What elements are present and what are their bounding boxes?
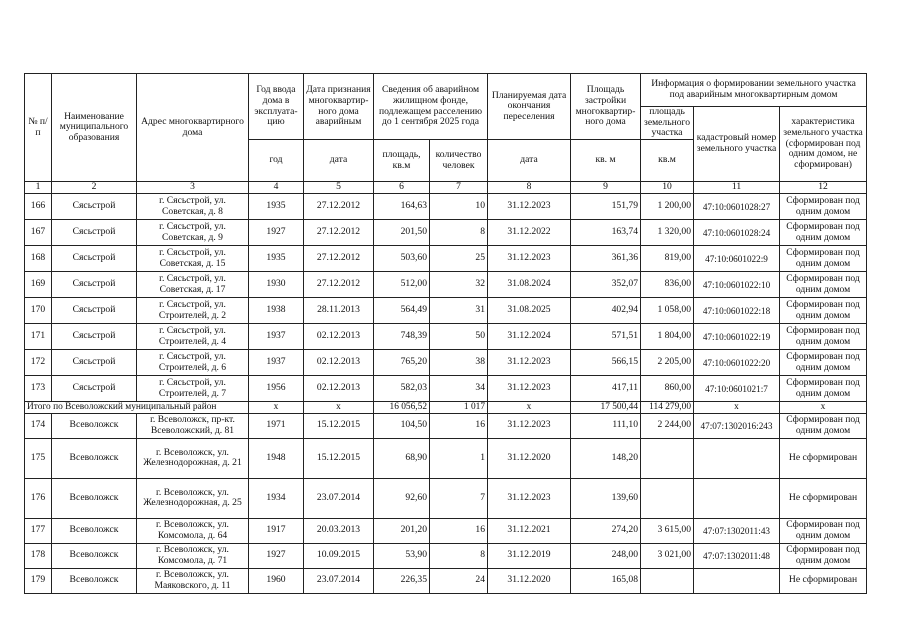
total-land-char: x <box>780 402 867 414</box>
header-address: Адрес многоквартирного дома <box>137 74 249 182</box>
emergency-date: 02.12.2013 <box>304 350 374 376</box>
residents-count: 31 <box>430 298 488 324</box>
building-footprint-area: 148,20 <box>571 438 641 478</box>
building-address: г. Сясьстрой, ул. Советская, д. 15 <box>137 246 249 272</box>
land-plot-area: 1 200,00 <box>641 194 694 220</box>
commission-year: 1937 <box>249 324 304 350</box>
planned-resettlement-date: 31.12.2020 <box>488 438 571 478</box>
land-plot-status: Сформирован под одним домом <box>780 350 867 376</box>
municipality-name: Всеволожск <box>52 543 137 568</box>
planned-resettlement-date: 31.08.2024 <box>488 272 571 298</box>
row-number: 177 <box>25 518 52 543</box>
commission-year: 1935 <box>249 246 304 272</box>
unit-date: дата <box>304 140 374 182</box>
municipality-name: Всеволожск <box>52 413 137 438</box>
building-address: г. Всеволожск, ул. Маяковского, д. 11 <box>137 568 249 593</box>
total-plan: x <box>488 402 571 414</box>
col-number: 4 <box>249 182 304 194</box>
emergency-date: 20.03.2013 <box>304 518 374 543</box>
header-building-area: Площадь застройки многоквартир-ного дома <box>571 74 641 140</box>
commission-year: 1934 <box>249 478 304 518</box>
row-number: 174 <box>25 413 52 438</box>
total-building-area: 17 500,44 <box>571 402 641 414</box>
table-row <box>25 438 867 478</box>
cadastral-number: 47:07:1302016:243 <box>694 413 780 438</box>
unit-year: год <box>249 140 304 182</box>
col-number: 8 <box>488 182 571 194</box>
land-plot-area: 3 021,00 <box>641 543 694 568</box>
municipality-name: Сясьстрой <box>52 324 137 350</box>
row-number: 172 <box>25 350 52 376</box>
cadastral-number: 47:10:0601022:10 <box>694 272 780 298</box>
row-number: 169 <box>25 272 52 298</box>
building-footprint-area: 151,79 <box>571 194 641 220</box>
cadastral-number: 47:10:0601021:7 <box>694 376 780 402</box>
planned-resettlement-date: 31.08.2025 <box>488 298 571 324</box>
commission-year: 1917 <box>249 518 304 543</box>
table-row <box>25 568 867 593</box>
municipality-name: Сясьстрой <box>52 350 137 376</box>
emergency-area: 201,50 <box>374 220 430 246</box>
housing-register-table <box>24 73 867 594</box>
total-date: x <box>304 402 374 414</box>
table-row <box>25 543 867 568</box>
building-footprint-area: 139,60 <box>571 478 641 518</box>
emergency-area: 53,90 <box>374 543 430 568</box>
municipality-name: Всеволожск <box>52 568 137 593</box>
emergency-area: 765,20 <box>374 350 430 376</box>
municipality-name: Сясьстрой <box>52 298 137 324</box>
total-row <box>25 402 867 414</box>
residents-count: 50 <box>430 324 488 350</box>
emergency-date: 02.12.2013 <box>304 324 374 350</box>
building-address: г. Сясьстрой, ул. Строителей, д. 4 <box>137 324 249 350</box>
row-number: 170 <box>25 298 52 324</box>
emergency-area: 503,60 <box>374 246 430 272</box>
municipality-name: Сясьстрой <box>52 220 137 246</box>
table-body-total <box>25 402 867 414</box>
total-area: 16 056,52 <box>374 402 430 414</box>
table-row <box>25 518 867 543</box>
header-municipality: Наименование муниципального образования <box>52 74 137 182</box>
commission-year: 1927 <box>249 220 304 246</box>
total-people: 1 017 <box>430 402 488 414</box>
emergency-date: 23.07.2014 <box>304 478 374 518</box>
col-number: 6 <box>374 182 430 194</box>
header-row-1 <box>25 74 867 107</box>
land-plot-area: 2 205,00 <box>641 350 694 376</box>
land-plot-status: Сформирован под одним домом <box>780 246 867 272</box>
unit-people: количество человек <box>430 140 488 182</box>
cadastral-number <box>694 478 780 518</box>
building-address: г. Сясьстрой, ул. Строителей, д. 2 <box>137 298 249 324</box>
col-number: 7 <box>430 182 488 194</box>
commission-year: 1935 <box>249 194 304 220</box>
row-number: 176 <box>25 478 52 518</box>
planned-resettlement-date: 31.12.2019 <box>488 543 571 568</box>
municipality-name: Сясьстрой <box>52 376 137 402</box>
col-number: 3 <box>137 182 249 194</box>
total-label: Итого по Всеволожский муниципальный район <box>25 402 249 414</box>
residents-count: 10 <box>430 194 488 220</box>
planned-resettlement-date: 31.12.2023 <box>488 246 571 272</box>
unit-land-sqm: кв.м <box>641 140 694 182</box>
table-row <box>25 478 867 518</box>
row-number: 175 <box>25 438 52 478</box>
table-row <box>25 246 867 272</box>
building-address: г. Сясьстрой, ул. Советская, д. 8 <box>137 194 249 220</box>
building-footprint-area: 566,15 <box>571 350 641 376</box>
building-footprint-area: 248,00 <box>571 543 641 568</box>
planned-resettlement-date: 31.12.2022 <box>488 220 571 246</box>
emergency-area: 748,39 <box>374 324 430 350</box>
row-number: 167 <box>25 220 52 246</box>
building-footprint-area: 111,10 <box>571 413 641 438</box>
commission-year: 1930 <box>249 272 304 298</box>
unit-area: площадь, кв.м <box>374 140 430 182</box>
emergency-date: 15.12.2015 <box>304 413 374 438</box>
table-row <box>25 298 867 324</box>
emergency-date: 27.12.2012 <box>304 246 374 272</box>
unit-building-sqm: кв. м <box>571 140 641 182</box>
commission-year: 1971 <box>249 413 304 438</box>
land-plot-status: Сформирован под одним домом <box>780 220 867 246</box>
residents-count: 1 <box>430 438 488 478</box>
commission-year: 1956 <box>249 376 304 402</box>
emergency-date: 23.07.2014 <box>304 568 374 593</box>
residents-count: 7 <box>430 478 488 518</box>
land-plot-area <box>641 438 694 478</box>
emergency-area: 92,60 <box>374 478 430 518</box>
land-plot-status: Не сформирован <box>780 478 867 518</box>
header-land-char: характеристика земельного участка (сформирован под одним домом, не сформирован) <box>780 107 867 182</box>
building-address: г. Всеволожск, ул. Железнодорожная, д. 25 <box>137 478 249 518</box>
building-address: г. Сясьстрой, ул. Советская, д. 17 <box>137 272 249 298</box>
building-footprint-area: 361,36 <box>571 246 641 272</box>
land-plot-area: 860,00 <box>641 376 694 402</box>
municipality-name: Всеволожск <box>52 478 137 518</box>
col-number: 12 <box>780 182 867 194</box>
cadastral-number: 47:07:1302011:48 <box>694 543 780 568</box>
commission-year: 1948 <box>249 438 304 478</box>
land-plot-status: Сформирован под одним домом <box>780 413 867 438</box>
emergency-area: 68,90 <box>374 438 430 478</box>
cadastral-number: 47:10:0601022:20 <box>694 350 780 376</box>
land-plot-area: 836,00 <box>641 272 694 298</box>
commission-year: 1960 <box>249 568 304 593</box>
emergency-date: 27.12.2012 <box>304 272 374 298</box>
residents-count: 24 <box>430 568 488 593</box>
emergency-date: 27.12.2012 <box>304 220 374 246</box>
planned-resettlement-date: 31.12.2023 <box>488 350 571 376</box>
header-year: Год ввода дома в эксплуата-цию <box>249 74 304 140</box>
municipality-name: Сясьстрой <box>52 194 137 220</box>
building-footprint-area: 165,08 <box>571 568 641 593</box>
land-plot-area: 819,00 <box>641 246 694 272</box>
table-row <box>25 194 867 220</box>
residents-count: 8 <box>430 543 488 568</box>
unit-plan-date: дата <box>488 140 571 182</box>
header-land-area: площадь земельного участка <box>641 107 694 140</box>
header-no: № п/п <box>25 74 52 182</box>
emergency-date: 10.09.2015 <box>304 543 374 568</box>
residents-count: 38 <box>430 350 488 376</box>
commission-year: 1938 <box>249 298 304 324</box>
emergency-date: 02.12.2013 <box>304 376 374 402</box>
total-year: x <box>249 402 304 414</box>
land-plot-area: 3 615,00 <box>641 518 694 543</box>
col-number: 9 <box>571 182 641 194</box>
cadastral-number: 47:10:0601022:9 <box>694 246 780 272</box>
cadastral-number: 47:07:1302011:43 <box>694 518 780 543</box>
row-number: 179 <box>25 568 52 593</box>
header-emergency-date: Дата признания многоквартир-ного дома аварийным <box>304 74 374 140</box>
table-row <box>25 324 867 350</box>
residents-count: 32 <box>430 272 488 298</box>
building-footprint-area: 274,20 <box>571 518 641 543</box>
land-plot-status: Сформирован под одним домом <box>780 324 867 350</box>
planned-resettlement-date: 31.12.2024 <box>488 324 571 350</box>
land-plot-area: 1 320,00 <box>641 220 694 246</box>
land-plot-status: Сформирован под одним домом <box>780 376 867 402</box>
municipality-name: Всеволожск <box>52 438 137 478</box>
building-footprint-area: 402,94 <box>571 298 641 324</box>
row-number: 168 <box>25 246 52 272</box>
residents-count: 8 <box>430 220 488 246</box>
municipality-name: Сясьстрой <box>52 272 137 298</box>
emergency-area: 582,03 <box>374 376 430 402</box>
residents-count: 16 <box>430 413 488 438</box>
column-number-row <box>25 182 867 194</box>
table-body-syasstroy <box>25 194 867 402</box>
emergency-date: 27.12.2012 <box>304 194 374 220</box>
land-plot-status: Сформирован под одним домом <box>780 543 867 568</box>
planned-resettlement-date: 31.12.2020 <box>488 568 571 593</box>
col-number: 2 <box>52 182 137 194</box>
land-plot-status: Сформирован под одним домом <box>780 518 867 543</box>
land-plot-area <box>641 478 694 518</box>
table-body-vsevolozhsk <box>25 413 867 593</box>
land-plot-status: Сформирован под одним домом <box>780 272 867 298</box>
municipality-name: Сясьстрой <box>52 246 137 272</box>
cadastral-number: 47:10:0601028:27 <box>694 194 780 220</box>
building-address: г. Сясьстрой, ул. Строителей, д. 6 <box>137 350 249 376</box>
municipality-name: Всеволожск <box>52 518 137 543</box>
cadastral-number <box>694 568 780 593</box>
header-cadastral: кадастровый номер земельного участка <box>694 107 780 182</box>
total-cadastral: x <box>694 402 780 414</box>
row-number: 173 <box>25 376 52 402</box>
land-plot-area: 1 058,00 <box>641 298 694 324</box>
building-footprint-area: 417,11 <box>571 376 641 402</box>
cadastral-number: 47:10:0601028:24 <box>694 220 780 246</box>
table-row <box>25 413 867 438</box>
table-row <box>25 376 867 402</box>
commission-year: 1927 <box>249 543 304 568</box>
row-number: 178 <box>25 543 52 568</box>
building-footprint-area: 352,07 <box>571 272 641 298</box>
residents-count: 34 <box>430 376 488 402</box>
land-plot-status: Не сформирован <box>780 568 867 593</box>
total-land-area: 114 279,00 <box>641 402 694 414</box>
emergency-area: 226,35 <box>374 568 430 593</box>
planned-resettlement-date: 31.12.2023 <box>488 413 571 438</box>
emergency-area: 512,00 <box>374 272 430 298</box>
commission-year: 1937 <box>249 350 304 376</box>
building-address: г. Всеволожск, ул. Комсомола, д. 64 <box>137 518 249 543</box>
header-planned-date: Планируемая дата окончания переселения <box>488 74 571 140</box>
building-address: г. Всеволожск, ул. Железнодорожная, д. 21 <box>137 438 249 478</box>
planned-resettlement-date: 31.12.2023 <box>488 376 571 402</box>
table-row <box>25 220 867 246</box>
land-plot-area: 1 804,00 <box>641 324 694 350</box>
col-number: 5 <box>304 182 374 194</box>
building-footprint-area: 163,74 <box>571 220 641 246</box>
building-address: г. Сясьстрой, ул. Строителей, д. 7 <box>137 376 249 402</box>
land-plot-area: 2 244,00 <box>641 413 694 438</box>
residents-count: 25 <box>430 246 488 272</box>
header-housing-info: Сведения об аварийном жилищном фонде, подлежащем расселению до 1 сентября 2025 года <box>374 74 488 140</box>
cadastral-number <box>694 438 780 478</box>
row-number: 171 <box>25 324 52 350</box>
planned-resettlement-date: 31.12.2023 <box>488 478 571 518</box>
col-number: 11 <box>694 182 780 194</box>
table-row <box>25 272 867 298</box>
land-plot-status: Сформирован под одним домом <box>780 194 867 220</box>
col-number: 10 <box>641 182 694 194</box>
planned-resettlement-date: 31.12.2021 <box>488 518 571 543</box>
residents-count: 16 <box>430 518 488 543</box>
table-row <box>25 350 867 376</box>
land-plot-status: Не сформирован <box>780 438 867 478</box>
emergency-area: 104,50 <box>374 413 430 438</box>
emergency-date: 15.12.2015 <box>304 438 374 478</box>
emergency-date: 28.11.2013 <box>304 298 374 324</box>
building-address: г. Всеволожск, ул. Комсомола, д. 71 <box>137 543 249 568</box>
cadastral-number: 47:10:0601022:18 <box>694 298 780 324</box>
header-land-info: Информация о формировании земельного участка под аварийным многоквартирным домом <box>641 74 867 107</box>
emergency-area: 564,49 <box>374 298 430 324</box>
building-address: г. Всеволожск, пр-кт. Всеволожский, д. 81 <box>137 413 249 438</box>
planned-resettlement-date: 31.12.2023 <box>488 194 571 220</box>
col-number: 1 <box>25 182 52 194</box>
emergency-area: 164,63 <box>374 194 430 220</box>
land-plot-status: Сформирован под одним домом <box>780 298 867 324</box>
building-footprint-area: 571,51 <box>571 324 641 350</box>
building-address: г. Сясьстрой, ул. Советская, д. 9 <box>137 220 249 246</box>
row-number: 166 <box>25 194 52 220</box>
cadastral-number: 47:10:0601022:19 <box>694 324 780 350</box>
emergency-area: 201,20 <box>374 518 430 543</box>
land-plot-area <box>641 568 694 593</box>
